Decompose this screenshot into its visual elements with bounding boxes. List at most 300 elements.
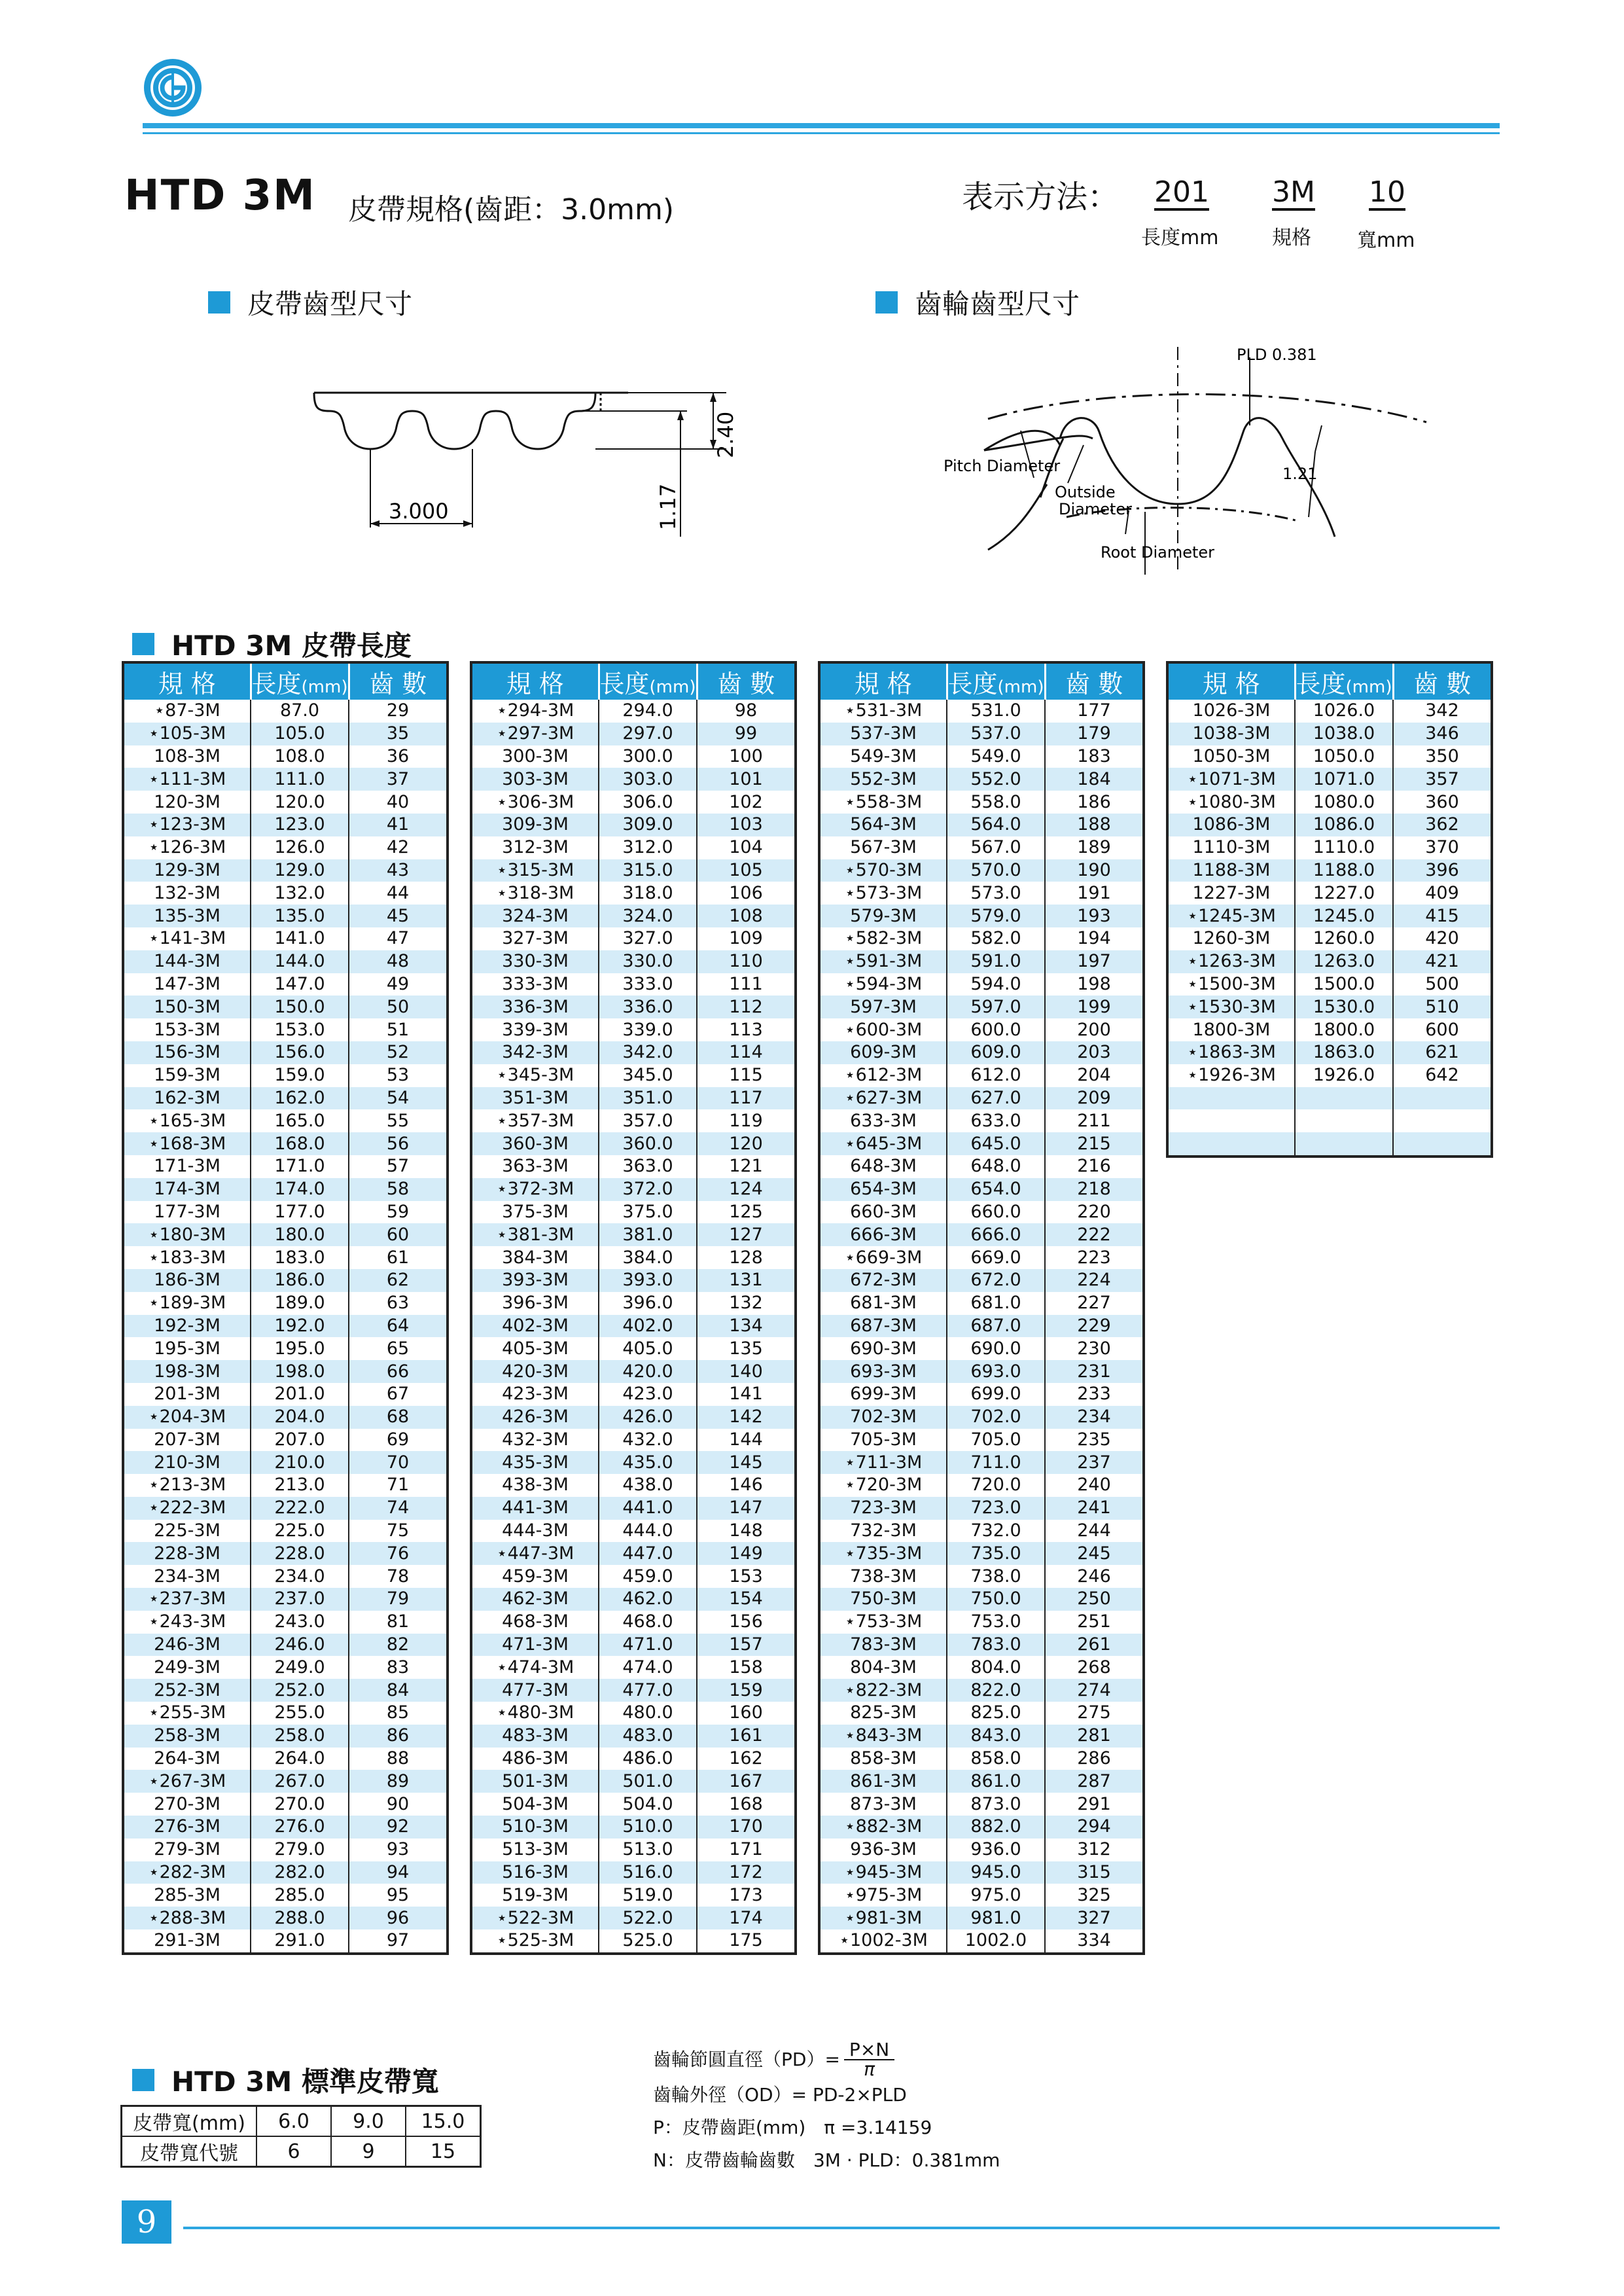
length-cell: 477.0: [599, 1679, 697, 1702]
length-cell: 1071.0: [1295, 768, 1393, 791]
teeth-cell: 88: [349, 1748, 448, 1770]
spec-cell: 393-3M: [471, 1269, 599, 1292]
length-cell: 252.0: [251, 1679, 349, 1702]
teeth-cell: 188: [1045, 814, 1144, 836]
table-row: [819, 1748, 1144, 1770]
section-length-table-label: HTD 3M 皮帶長度: [171, 630, 412, 662]
table-row: [123, 1269, 448, 1292]
teeth-cell: 268: [1045, 1656, 1144, 1679]
teeth-cell: 146: [697, 1474, 796, 1497]
table-row: [819, 723, 1144, 745]
table-row: [819, 1201, 1144, 1224]
length-cell: 531.0: [947, 700, 1045, 723]
table-row: [1167, 1087, 1492, 1110]
teeth-cell: 111: [697, 973, 796, 996]
header-teeth: [1393, 662, 1492, 700]
table-row: [471, 1360, 796, 1383]
teeth-cell: 75: [349, 1520, 448, 1543]
teeth-cell: 327: [1045, 1907, 1144, 1929]
teeth-cell: 203: [1045, 1041, 1144, 1064]
length-cell: 363.0: [599, 1155, 697, 1178]
table-row: [1167, 1109, 1492, 1132]
length-cell: 1050.0: [1295, 745, 1393, 768]
table-row: [123, 1360, 448, 1383]
teeth-cell: 53: [349, 1064, 448, 1087]
belt-tooth-height-label: 1.17: [656, 483, 680, 530]
formula-numerator: P×N: [844, 2041, 894, 2060]
teeth-cell: 106: [697, 882, 796, 905]
table-row: [819, 1292, 1144, 1315]
length-cell: 291.0: [251, 1929, 349, 1954]
notation-length-caption: 長度mm: [1141, 226, 1219, 249]
teeth-cell: 85: [349, 1702, 448, 1725]
length-cell: 423.0: [599, 1383, 697, 1406]
table-row: [471, 1497, 796, 1520]
table-row: [471, 768, 796, 791]
table-row: [123, 1748, 448, 1770]
spec-cell: 330-3M: [471, 950, 599, 973]
length-cell: 660.0: [947, 1201, 1045, 1224]
length-cell: 981.0: [947, 1907, 1045, 1929]
length-cell: 306.0: [599, 791, 697, 814]
spec-cell: 375-3M: [502, 1201, 569, 1222]
table-row: [819, 1679, 1144, 1702]
outside-diameter-label-1: Outside: [1055, 483, 1116, 501]
teeth-cell: 97: [349, 1929, 448, 1954]
teeth-cell: 218: [1045, 1178, 1144, 1201]
teeth-cell: 275: [1045, 1702, 1144, 1725]
spec-cell: 501-3M: [471, 1770, 599, 1793]
spec-cell: 861-3M: [819, 1770, 947, 1793]
length-cell: 510.0: [599, 1816, 697, 1839]
table-row: [123, 1588, 448, 1611]
header-length-unit: (mm): [649, 677, 696, 697]
length-cell: 522.0: [599, 1907, 697, 1929]
table-row: [819, 768, 1144, 791]
table-row: [123, 836, 448, 859]
length-cell: 873.0: [947, 1793, 1045, 1816]
length-cell: 192.0: [251, 1315, 349, 1338]
length-cell: [1295, 1132, 1393, 1157]
teeth-cell: 55: [349, 1109, 448, 1132]
teeth-cell: 54: [349, 1087, 448, 1110]
header-length-label: 長度: [947, 670, 998, 698]
length-cell: 294.0: [599, 700, 697, 723]
table-row: [122, 2106, 481, 2137]
table-row: [123, 882, 448, 905]
spec-cell: ⋆945-3M: [819, 1861, 947, 1884]
teeth-cell: 58: [349, 1178, 448, 1201]
spec-cell: 420-3M: [471, 1360, 599, 1383]
length-cell: 594.0: [947, 973, 1045, 996]
length-cell: 822.0: [947, 1679, 1045, 1702]
teeth-cell: 215: [1045, 1132, 1144, 1155]
table-row: [471, 1018, 796, 1041]
header-length: [599, 662, 697, 700]
table-row: [471, 1109, 796, 1132]
spec-cell: ⋆315-3M: [471, 859, 599, 882]
teeth-cell: 48: [349, 950, 448, 973]
length-cell: 591.0: [947, 950, 1045, 973]
teeth-cell: 98: [697, 700, 796, 723]
teeth-cell: 642: [1393, 1064, 1492, 1087]
length-cell: 270.0: [251, 1793, 349, 1816]
spec-cell: 471-3M: [471, 1634, 599, 1657]
length-cell: 234.0: [251, 1565, 349, 1588]
length-cell: 180.0: [251, 1223, 349, 1246]
spec-cell: ⋆522-3M: [471, 1907, 599, 1929]
spec-cell: 207-3M: [154, 1429, 221, 1450]
teeth-cell: 99: [697, 723, 796, 745]
table-row: [819, 1929, 1144, 1954]
spec-cell: [1167, 1109, 1295, 1132]
spec-cell: 432-3M: [502, 1429, 569, 1450]
table-row: [819, 973, 1144, 996]
length-cell: 315.0: [599, 859, 697, 882]
spec-cell: 1188-3M: [1167, 859, 1295, 882]
teeth-cell: 134: [697, 1315, 796, 1338]
spec-cell: ⋆168-3M: [123, 1132, 251, 1155]
teeth-cell: 112: [697, 996, 796, 1018]
spec-cell: 252-3M: [123, 1679, 251, 1702]
length-cell: 945.0: [947, 1861, 1045, 1884]
length-cell: 567.0: [947, 836, 1045, 859]
length-cell: 402.0: [599, 1315, 697, 1338]
length-cell: 579.0: [947, 905, 1045, 927]
table-row: [471, 1406, 796, 1429]
length-cell: 309.0: [599, 814, 697, 836]
teeth-cell: 287: [1045, 1770, 1144, 1793]
length-cell: 843.0: [947, 1725, 1045, 1748]
teeth-cell: 184: [1045, 768, 1144, 791]
spec-cell: ⋆1500-3M: [1187, 973, 1276, 994]
table-row: [123, 1611, 448, 1634]
table-row: [123, 745, 448, 768]
length-cell: 285.0: [251, 1884, 349, 1907]
teeth-cell: 171: [697, 1839, 796, 1861]
teeth-cell: 144: [697, 1429, 796, 1452]
spec-cell: ⋆600-3M: [844, 1019, 923, 1040]
teeth-cell: 246: [1045, 1565, 1144, 1588]
teeth-cell: 193: [1045, 905, 1144, 927]
teeth-cell: 47: [349, 927, 448, 950]
teeth-cell: 83: [349, 1656, 448, 1679]
spec-cell: 132-3M: [154, 882, 221, 903]
table-row: [819, 1087, 1144, 1110]
spec-cell: ⋆1863-3M: [1167, 1041, 1295, 1064]
length-cell: 705.0: [947, 1429, 1045, 1452]
length-cell: 198.0: [251, 1360, 349, 1383]
teeth-cell: 220: [1045, 1201, 1144, 1224]
table-row: [471, 1201, 796, 1224]
spec-cell: ⋆318-3M: [496, 882, 574, 903]
spec-cell: 300-3M: [502, 745, 569, 766]
teeth-cell: 71: [349, 1474, 448, 1497]
length-cell: 612.0: [947, 1064, 1045, 1087]
teeth-cell: 92: [349, 1816, 448, 1839]
table-row: [819, 1702, 1144, 1725]
table-row: [123, 1429, 448, 1452]
table-row: [471, 1292, 796, 1315]
teeth-cell: 36: [349, 745, 448, 768]
teeth-cell: 157: [697, 1634, 796, 1657]
teeth-cell: 113: [697, 1018, 796, 1041]
table-row: [471, 1884, 796, 1907]
teeth-cell: 57: [349, 1155, 448, 1178]
teeth-cell: 173: [697, 1884, 796, 1907]
spec-cell: 435-3M: [471, 1451, 599, 1474]
pld-label: PLD 0.381: [1237, 346, 1317, 364]
table-row: [123, 1132, 448, 1155]
table-row: [819, 700, 1144, 723]
teeth-cell: 100: [697, 745, 796, 768]
spec-cell: ⋆558-3M: [844, 791, 923, 812]
table-row: [819, 1907, 1144, 1929]
spec-cell: ⋆1530-3M: [1167, 996, 1295, 1018]
spec-cell: ⋆1263-3M: [1167, 950, 1295, 973]
teeth-cell: 421: [1393, 950, 1492, 973]
spec-cell: 210-3M: [123, 1451, 251, 1474]
length-cell: 243.0: [251, 1611, 349, 1634]
length-cell: 177.0: [251, 1201, 349, 1224]
length-cell: 648.0: [947, 1155, 1045, 1178]
table-row: [819, 1018, 1144, 1041]
length-cell: 1002.0: [947, 1929, 1045, 1954]
table-row: [123, 1565, 448, 1588]
spec-cell: 1110-3M: [1192, 837, 1271, 858]
header-rule-thick: [143, 123, 1500, 128]
spec-cell: 783-3M: [819, 1634, 947, 1657]
spec-cell: 234-3M: [154, 1566, 221, 1587]
table-row: [123, 1406, 448, 1429]
teeth-cell: 82: [349, 1634, 448, 1657]
table-row: [1167, 768, 1492, 791]
table-row: [123, 1201, 448, 1224]
table-row: [123, 1497, 448, 1520]
teeth-cell: 124: [697, 1178, 796, 1201]
spec-cell: 264-3M: [154, 1748, 221, 1769]
length-cell: 516.0: [599, 1861, 697, 1884]
table-row: [123, 1861, 448, 1884]
header-teeth-label: 齒 數: [1065, 670, 1123, 698]
length-cell: 600.0: [947, 1018, 1045, 1041]
teeth-cell: 183: [1045, 745, 1144, 768]
table-row: [819, 1634, 1144, 1657]
spec-cell: [1167, 1132, 1295, 1157]
spec-cell: 549-3M: [850, 745, 917, 766]
spec-cell: 192-3M: [123, 1315, 251, 1338]
length-cell: 237.0: [251, 1588, 349, 1611]
length-cell: 1263.0: [1295, 950, 1393, 973]
length-cell: 381.0: [599, 1223, 697, 1246]
table-row: [819, 1155, 1144, 1178]
length-cell: 435.0: [599, 1451, 697, 1474]
spec-cell: ⋆1245-3M: [1167, 905, 1295, 927]
table-row: [819, 1178, 1144, 1201]
teeth-cell: 209: [1045, 1087, 1144, 1110]
table-row: [123, 1542, 448, 1565]
length-cell: [1295, 1109, 1393, 1132]
spec-cell: ⋆372-3M: [471, 1178, 599, 1201]
teeth-cell: 168: [697, 1793, 796, 1816]
length-cell: 1110.0: [1295, 836, 1393, 859]
table-row: [819, 1725, 1144, 1748]
length-cell: 753.0: [947, 1611, 1045, 1634]
teeth-cell: 245: [1045, 1542, 1144, 1565]
teeth-cell: 216: [1045, 1155, 1144, 1178]
teeth-cell: 56: [349, 1132, 448, 1155]
formula-denominator: π: [864, 2058, 875, 2080]
spec-cell: ⋆123-3M: [123, 814, 251, 836]
teeth-cell: 621: [1393, 1041, 1492, 1064]
table-row: [819, 1223, 1144, 1246]
length-cell: 459.0: [599, 1565, 697, 1588]
spec-cell: ⋆357-3M: [496, 1110, 574, 1131]
table-row: [471, 1315, 796, 1338]
teeth-cell: 227: [1045, 1292, 1144, 1315]
belt-pitch-label: 3.000: [389, 499, 449, 524]
length-cell: 111.0: [251, 768, 349, 791]
length-cell: 225.0: [251, 1520, 349, 1543]
table-row: [471, 1861, 796, 1884]
length-cell: 582.0: [947, 927, 1045, 950]
teeth-cell: 231: [1045, 1360, 1144, 1383]
length-cell: 570.0: [947, 859, 1045, 882]
table-row: [471, 1839, 796, 1861]
teeth-cell: 191: [1045, 882, 1144, 905]
table-row: [123, 1725, 448, 1748]
spec-cell: 750-3M: [819, 1588, 947, 1611]
teeth-cell: 153: [697, 1565, 796, 1588]
length-cell: 1086.0: [1295, 814, 1393, 836]
length-cell: 249.0: [251, 1656, 349, 1679]
belt-tooth-diagram: [308, 373, 752, 543]
spec-cell: 441-3M: [471, 1497, 599, 1520]
length-cell: 669.0: [947, 1246, 1045, 1269]
teeth-cell: 59: [349, 1201, 448, 1224]
spec-cell: 1227-3M: [1192, 882, 1271, 903]
table-row: [819, 1064, 1144, 1087]
length-cell: 1530.0: [1295, 996, 1393, 1018]
spec-cell: 597-3M: [819, 996, 947, 1018]
length-cell: 87.0: [251, 700, 349, 723]
spec-cell: ⋆204-3M: [123, 1406, 251, 1429]
teeth-cell: 159: [697, 1679, 796, 1702]
header-length-unit: (mm): [301, 677, 348, 697]
table-row: [471, 1451, 796, 1474]
spec-cell: 405-3M: [502, 1338, 569, 1359]
spec-cell: 579-3M: [819, 905, 947, 927]
length-cell: 375.0: [599, 1201, 697, 1224]
teeth-cell: 64: [349, 1315, 448, 1338]
spec-cell: 423-3M: [502, 1384, 569, 1405]
teeth-cell: 325: [1045, 1884, 1144, 1907]
table-row: [123, 1041, 448, 1064]
header-length: [251, 662, 349, 700]
teeth-cell: 41: [349, 814, 448, 836]
table-row: [123, 791, 448, 814]
header-spec: [819, 662, 947, 700]
table-row: [123, 700, 448, 723]
spec-cell: ⋆822-3M: [819, 1679, 947, 1702]
length-cell: 420.0: [599, 1360, 697, 1383]
spec-cell: ⋆843-3M: [819, 1725, 947, 1748]
table-cell: 皮帶寬(mm): [122, 2106, 257, 2137]
spec-cell: 1050-3M: [1192, 745, 1271, 766]
teeth-cell: 109: [697, 927, 796, 950]
table-row: [819, 1656, 1144, 1679]
teeth-cell: 43: [349, 859, 448, 882]
length-cell: 825.0: [947, 1702, 1045, 1725]
header-length: [947, 662, 1045, 700]
table-row: [123, 1839, 448, 1861]
table-row: [1167, 927, 1492, 950]
length-cell: 336.0: [599, 996, 697, 1018]
length-cell: 246.0: [251, 1634, 349, 1657]
teeth-cell: 156: [697, 1611, 796, 1634]
spec-cell: 804-3M: [850, 1657, 917, 1677]
table-row: [819, 1565, 1144, 1588]
header-spec-label: 規 格: [1202, 670, 1260, 698]
length-cell: 360.0: [599, 1132, 697, 1155]
teeth-cell: 241: [1045, 1497, 1144, 1520]
spec-cell: 249-3M: [154, 1657, 221, 1677]
spec-cell: 510-3M: [471, 1816, 599, 1839]
spec-cell: 519-3M: [502, 1884, 569, 1905]
length-cell: 1038.0: [1295, 723, 1393, 745]
header-length-unit: (mm): [997, 677, 1044, 697]
teeth-cell: 121: [697, 1155, 796, 1178]
teeth-cell: 102: [697, 791, 796, 814]
spec-cell: 327-3M: [502, 928, 569, 949]
spec-cell: ⋆111-3M: [123, 768, 251, 791]
teeth-cell: 81: [349, 1611, 448, 1634]
teeth-cell: 158: [697, 1656, 796, 1679]
table-cell: 6.0: [256, 2106, 331, 2137]
formula-p-def: P：皮帶齒距(mm) π =3.14159: [653, 2117, 932, 2138]
length-cell: 297.0: [599, 723, 697, 745]
length-cell: 426.0: [599, 1406, 697, 1429]
teeth-cell: 147: [697, 1497, 796, 1520]
teeth-cell: 274: [1045, 1679, 1144, 1702]
spec-cell: ⋆381-3M: [471, 1223, 599, 1246]
notation-width-caption: 寬mm: [1357, 229, 1415, 252]
length-cell: 1926.0: [1295, 1064, 1393, 1087]
length-cell: 120.0: [251, 791, 349, 814]
table-row: [471, 1656, 796, 1679]
spec-cell: 246-3M: [123, 1634, 251, 1657]
length-cell: 609.0: [947, 1041, 1045, 1064]
pitch-diameter-label: Pitch Diameter: [944, 457, 1061, 475]
teeth-cell: 229: [1045, 1315, 1144, 1338]
table-row: [471, 791, 796, 814]
spec-cell: 270-3M: [154, 1793, 221, 1814]
section-belt-tooth-label: 皮帶齒型尺寸: [247, 288, 413, 320]
length-cell: 525.0: [599, 1929, 697, 1954]
spec-cell: 825-3M: [850, 1702, 917, 1723]
table-row: [1167, 791, 1492, 814]
spec-cell: ⋆222-3M: [123, 1497, 251, 1520]
teeth-cell: [1393, 1132, 1492, 1157]
header-length-unit: (mm): [1345, 677, 1392, 697]
spec-cell: 195-3M: [154, 1338, 221, 1359]
table-row: [123, 1929, 448, 1954]
length-cell: 126.0: [251, 836, 349, 859]
teeth-cell: 95: [349, 1884, 448, 1907]
spec-cell: ⋆753-3M: [844, 1611, 923, 1632]
spec-cell: 477-3M: [471, 1679, 599, 1702]
table-row: [471, 950, 796, 973]
